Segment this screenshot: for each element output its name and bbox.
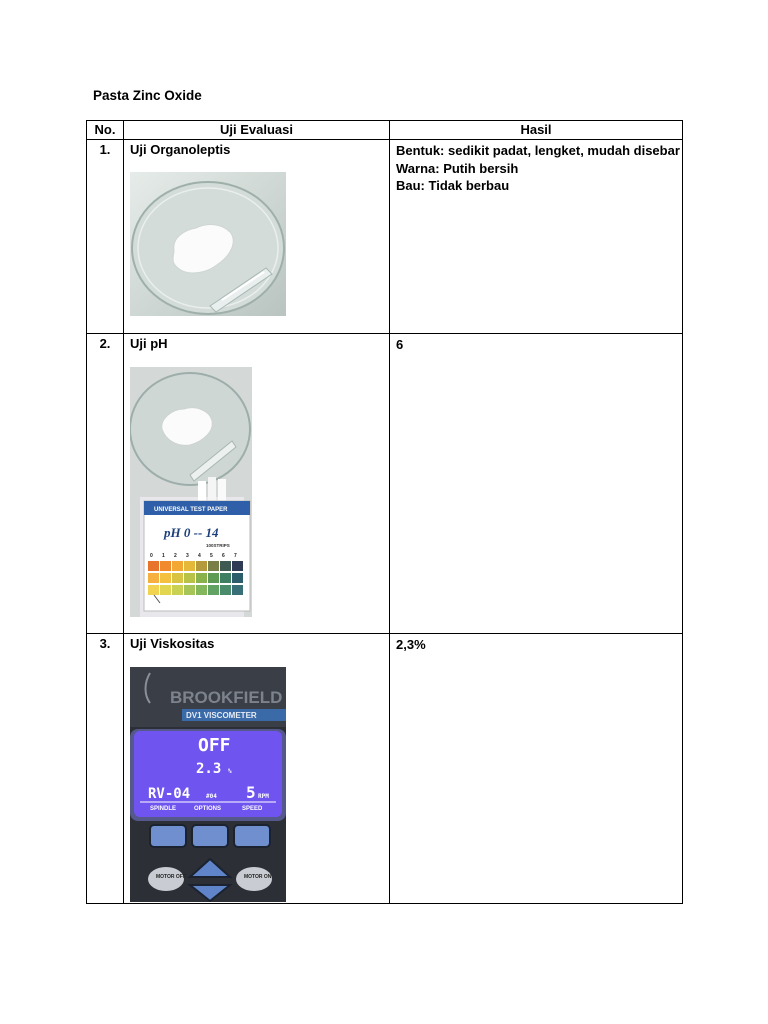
ph-paper-strips: 100STRIPS <box>206 543 230 548</box>
table-row <box>87 334 683 634</box>
ph-scale-label: 3 <box>186 553 189 559</box>
ph-scale-label: 4 <box>198 553 201 559</box>
lcd-spindle-code: #04 <box>206 793 217 800</box>
ph-scale-label: 0 <box>150 553 153 559</box>
test-name: Uji Organoleptis <box>130 142 231 157</box>
evaluation-table <box>86 120 683 904</box>
ph-scale-label: 6 <box>222 553 225 559</box>
test-name: Uji Viskositas <box>130 636 215 651</box>
result-line: 2,3% <box>396 637 426 652</box>
page-title: Pasta Zinc Oxide <box>93 88 202 103</box>
result-line: 6 <box>396 337 404 352</box>
ph-scale-label: 7 <box>234 553 237 559</box>
lcd-reading: 2.3 <box>196 761 222 777</box>
header-no: No. <box>87 121 124 140</box>
table-row <box>87 634 683 904</box>
organoleptic-photo <box>130 172 286 316</box>
result-cell <box>390 334 683 634</box>
ph-test-photo <box>130 367 252 617</box>
lcd-softkey-spindle: SPINDLE <box>150 806 177 812</box>
result-line: Bentuk: sedikit padat, lengket, mudah disebar <box>396 143 680 158</box>
result-line: Bau: Tidak berbau <box>396 178 510 193</box>
motor-on-label: MOTOR ON <box>244 874 272 880</box>
test-cell <box>124 334 390 634</box>
ph-scale-label: 2 <box>174 553 177 559</box>
test-name: Uji pH <box>130 336 168 351</box>
brand-label: BROOKFIELD <box>170 688 283 707</box>
ph-paper-range: pH 0 -- 14 <box>164 525 219 540</box>
lcd-softkey-speed: SPEED <box>242 806 263 812</box>
lcd-speed: 5 <box>246 783 256 802</box>
lcd-spindle: RV-04 <box>148 786 191 802</box>
result-cell <box>390 634 683 904</box>
row-number: 1. <box>87 140 124 334</box>
lcd-softkey-options: OPTIONS <box>194 806 222 812</box>
ph-scale-label: 5 <box>210 553 213 559</box>
ph-paper-brand: UNIVERSAL TEST PAPER <box>154 507 228 513</box>
test-cell <box>124 634 390 904</box>
lcd-reading-unit: % <box>228 768 232 775</box>
table-row <box>87 140 683 334</box>
table-header-row <box>87 121 683 140</box>
lcd-status: OFF <box>198 735 231 756</box>
result-cell <box>390 140 683 334</box>
header-hasil: Hasil <box>390 121 683 140</box>
test-cell <box>124 140 390 334</box>
ph-scale-label: 1 <box>162 553 165 559</box>
row-number: 3. <box>87 634 124 904</box>
row-number: 2. <box>87 334 124 634</box>
result-line: Warna: Putih bersih <box>396 160 519 176</box>
header-uji-evaluasi: Uji Evaluasi <box>124 121 390 140</box>
lcd-speed-unit: RPM <box>258 793 269 800</box>
viscometer-photo <box>130 667 286 902</box>
motor-off-label: MOTOR OFF <box>156 874 186 880</box>
model-label: DV1 VISCOMETER <box>186 711 257 720</box>
